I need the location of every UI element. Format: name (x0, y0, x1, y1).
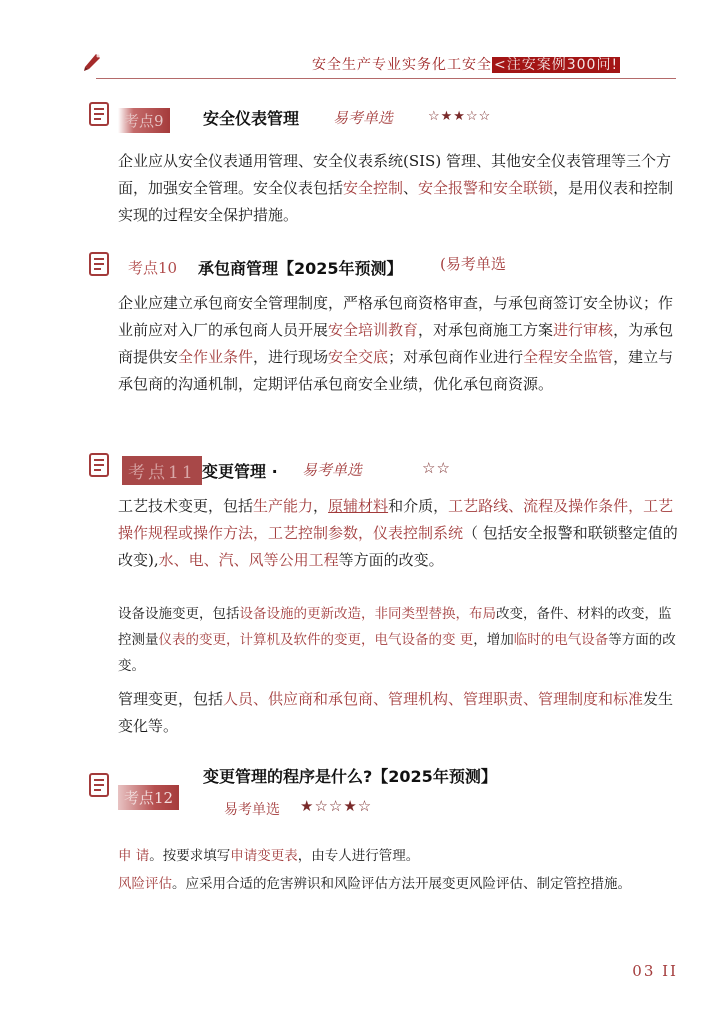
paragraph-process-change: 工艺技术变更，包括生产能力，原辅材料和介质，工艺路线、流程及操作条件，工艺操作规程或操作方法，工艺控制参数，仪表控制系统（ 包括安全报警和联锁整定值的改变),水、电、汽、风等公用工程等方面的改变。 (118, 497, 678, 569)
section-title: 承包商管理【2025年预测】 (198, 259, 403, 278)
header-rule (96, 78, 676, 79)
section-tag: 考点10 (128, 259, 178, 277)
paragraph-apply: 申 请。按要求填写申请变更表，由专人进行管理。 (118, 848, 420, 864)
paragraph-safety-instrument: 企业应从安全仪表通用管理、安全仪表系统(SIS) 管理、其他安全仪表管理等三个方面，加强安全管理。安全仪表包括安全控制、安全报警和安全联锁，是用仪表和控制实现的过程安全保护措施。 (118, 152, 674, 224)
section-title: 变更管理的程序是什么?【2025年预测】 (203, 767, 497, 786)
star-rating: ☆★★☆☆ (428, 109, 492, 124)
book-icon (88, 772, 112, 798)
paragraph-management-change: 管理变更，包括人员、供应商和承包商、管理机构、管理职责、管理制度和标准发生变化等。 (118, 690, 674, 735)
section-title: 变更管理 · (202, 462, 278, 481)
paragraph-contractor: 企业应建立承包商安全管理制度，严格承包商资格审查，与承包商签订安全协议；作业前应对入厂的承包商人员开展安全培训教育，对承包商施工方案进行审核，为承包商提供安全作业条件，进行现场安全交底；对承包商作业进行全程安全监管，建立与承包商的沟通机制，定期评估承包商安全业绩，优化承包商资源。 (118, 294, 674, 393)
star-rating: ☆☆ (422, 459, 451, 477)
running-header (312, 54, 620, 74)
paragraph-risk-assessment: 风险评估。应采用合适的危害辨识和风险评估方法开展变更风险评估、制定管控措施。 (118, 876, 631, 892)
difficulty-label: 易考单选 (302, 461, 363, 479)
header-title: 安全生产专业实务化工安全 (312, 57, 492, 73)
section-tag: 考点12 (118, 785, 179, 810)
paragraph-equipment-change: 设备设施变更，包括设备设施的更新改造，非同类型替换，布局改变，备件、材料的改变，监控测量仪表的变更，计算机及软件的变更，电气设备的变 更，增加临时的电气设备等方面的改变。 (118, 606, 676, 674)
section-title: 安全仪表管理 (203, 109, 300, 128)
star-rating: ★☆☆★☆ (300, 797, 373, 815)
page-number: 03 II (632, 962, 678, 980)
section-tag: 考点9 (118, 108, 170, 133)
difficulty-label: (易考单选 (440, 255, 506, 273)
book-icon (88, 251, 112, 277)
pen-icon (82, 50, 104, 72)
book-icon (88, 101, 112, 127)
header-highlight: <注安案例300问! (494, 57, 619, 73)
book-icon (88, 452, 112, 478)
section-tag: 考点11 (122, 456, 202, 485)
difficulty-label: 易考单选 (224, 802, 280, 818)
difficulty-label: 易考单选 (333, 109, 394, 127)
